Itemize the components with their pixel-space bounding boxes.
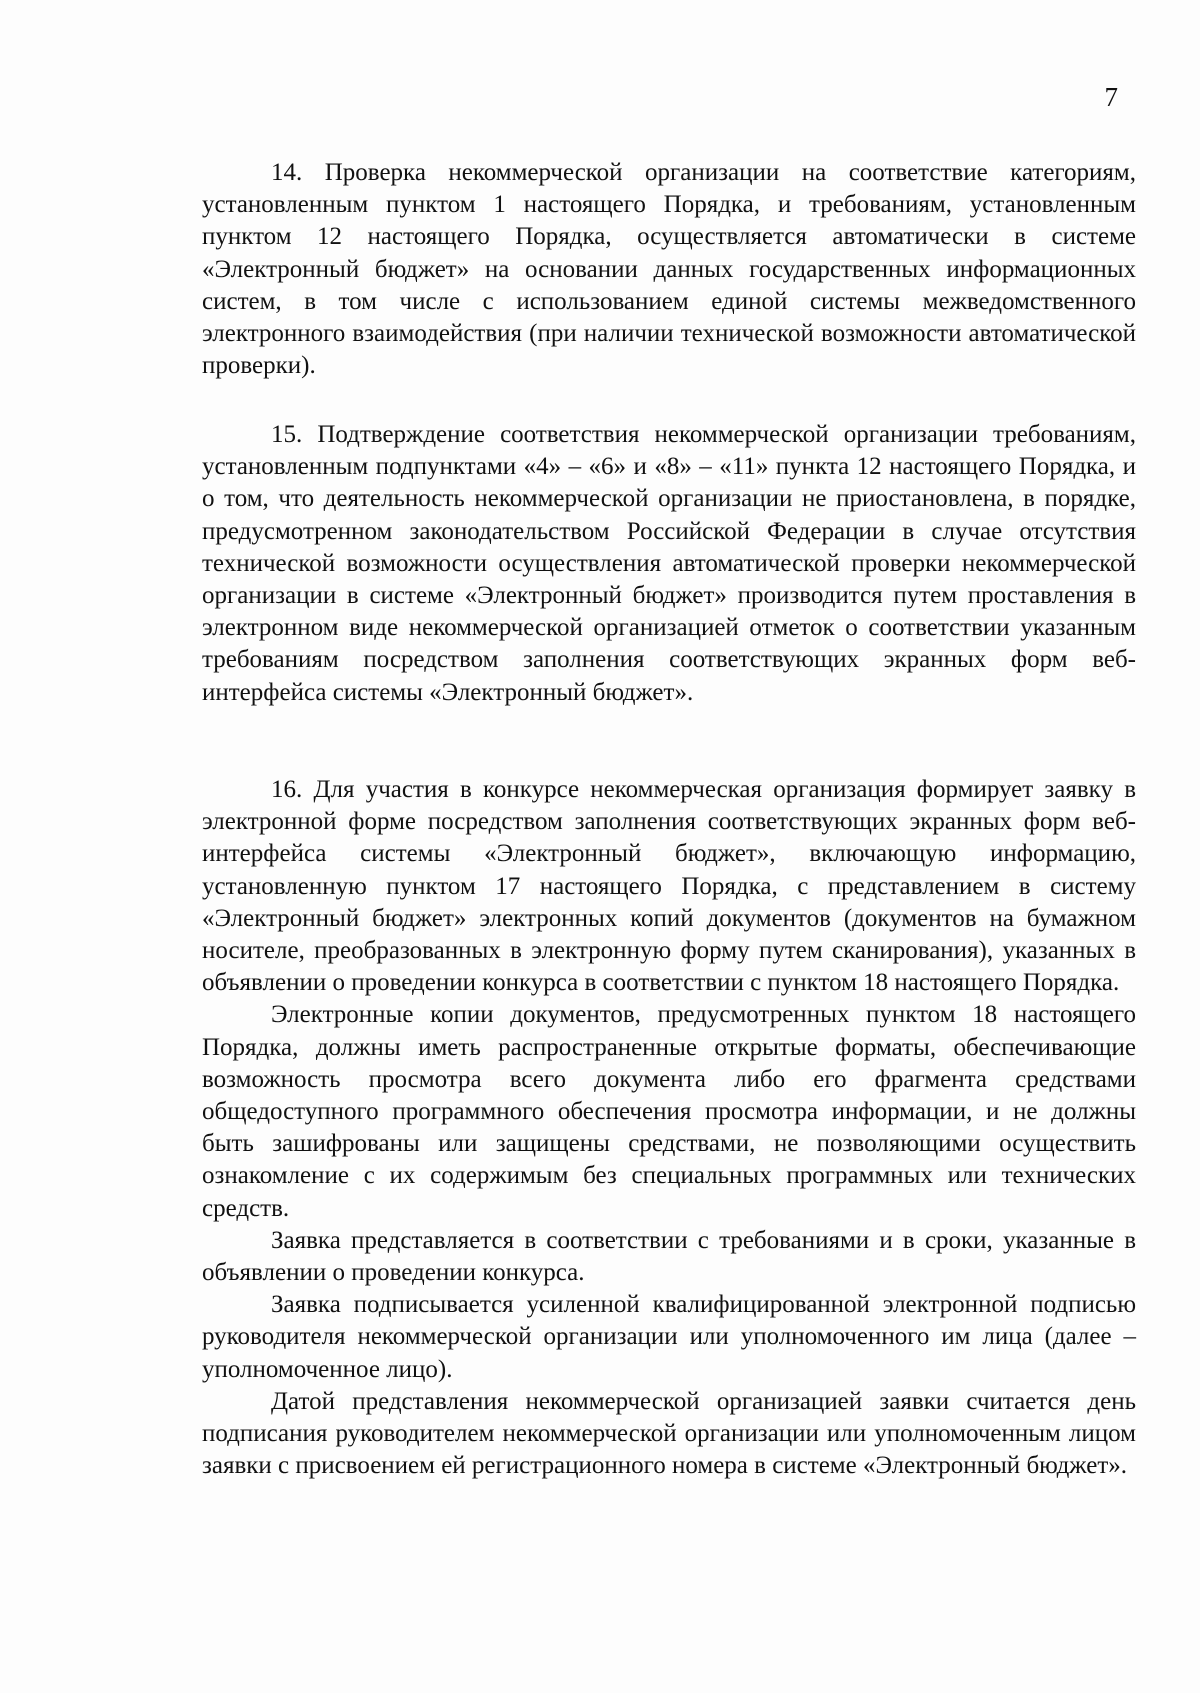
section-16	[202, 774, 1136, 1482]
paragraph: Заявка подписывается усиленной квалифицированной электронной подписью руководителя некоммерческой организации или уполномоченного им лица (далее – уполномоченное лицо).	[202, 1291, 1136, 1383]
paragraph: 15. Подтверждение соответствия некоммерческой организации требованиям, установленным подпунктами «4» – «6» и «8» – «11» пункта 12 настоящего Порядка, и о том, что деятельность некоммерческой организации не приостановлена, в порядке, предусмотренном законодательством Российской Федерации в случае отсутствия технической возможности осуществления автоматической проверки некоммерческой организации в системе «Электронный бюджет» производится путем проставления в электронном виде некоммерческой организацией отметок о соответствии указанным требованиям посредством заполнения соответствующих экранных форм веб-интерфейса системы «Электронный бюджет».	[202, 421, 1136, 706]
paragraph: Электронные копии документов, предусмотренных пунктом 18 настоящего Порядка, должны иметь распространенные открытые форматы, обеспечивающие возможность просмотра всего документа либо его фрагмента средствами общедоступного программного обеспечения просмотра информации, и не должны быть зашифрованы или защищены средствами, не позволяющими осуществить ознакомление с их содержимым без специальных программных или технических средств.	[202, 1001, 1136, 1222]
paragraph: Датой представления некоммерческой организацией заявки считается день подписания руководителем некоммерческой организации или уполномоченным лицом заявки с присвоением ей регистрационного номера в системе «Электронный бюджет».	[202, 1387, 1136, 1480]
page-number: 7	[1104, 82, 1118, 112]
section-15	[202, 419, 1136, 709]
paragraph: 16. Для участия в конкурсе некоммерческая организация формирует заявку в электронной форме посредством заполнения соответствующих экранных форм веб-интерфейса системы «Электронный бюджет», включающую информацию, установленную пунктом 17 настоящего Порядка, с представлением в систему «Электронный бюджет» электронных копий документов (документов на бумажном носителе, преобразованных в электронную форму путем сканирования), указанных в объявлении о проведении конкурса в соответствии с пунктом 18 настоящего Порядка.	[202, 776, 1136, 997]
paragraph: 14. Проверка некоммерческой организации на соответствие категориям, установленным пунктом 1 настоящего Порядка, и требованиям, установленным пунктом 12 настоящего Порядка, осуществляется автоматически в системе «Электронный бюджет» на основании данных государственных информационных систем, в том числе с использованием единой системы межведомственного электронного взаимодействия (при наличии технической возможности автоматической проверки).	[202, 159, 1136, 380]
section-14	[202, 157, 1136, 382]
paragraph: Заявка представляется в соответствии с требованиями и в сроки, указанные в объявлении о проведении конкурса.	[202, 1226, 1136, 1287]
